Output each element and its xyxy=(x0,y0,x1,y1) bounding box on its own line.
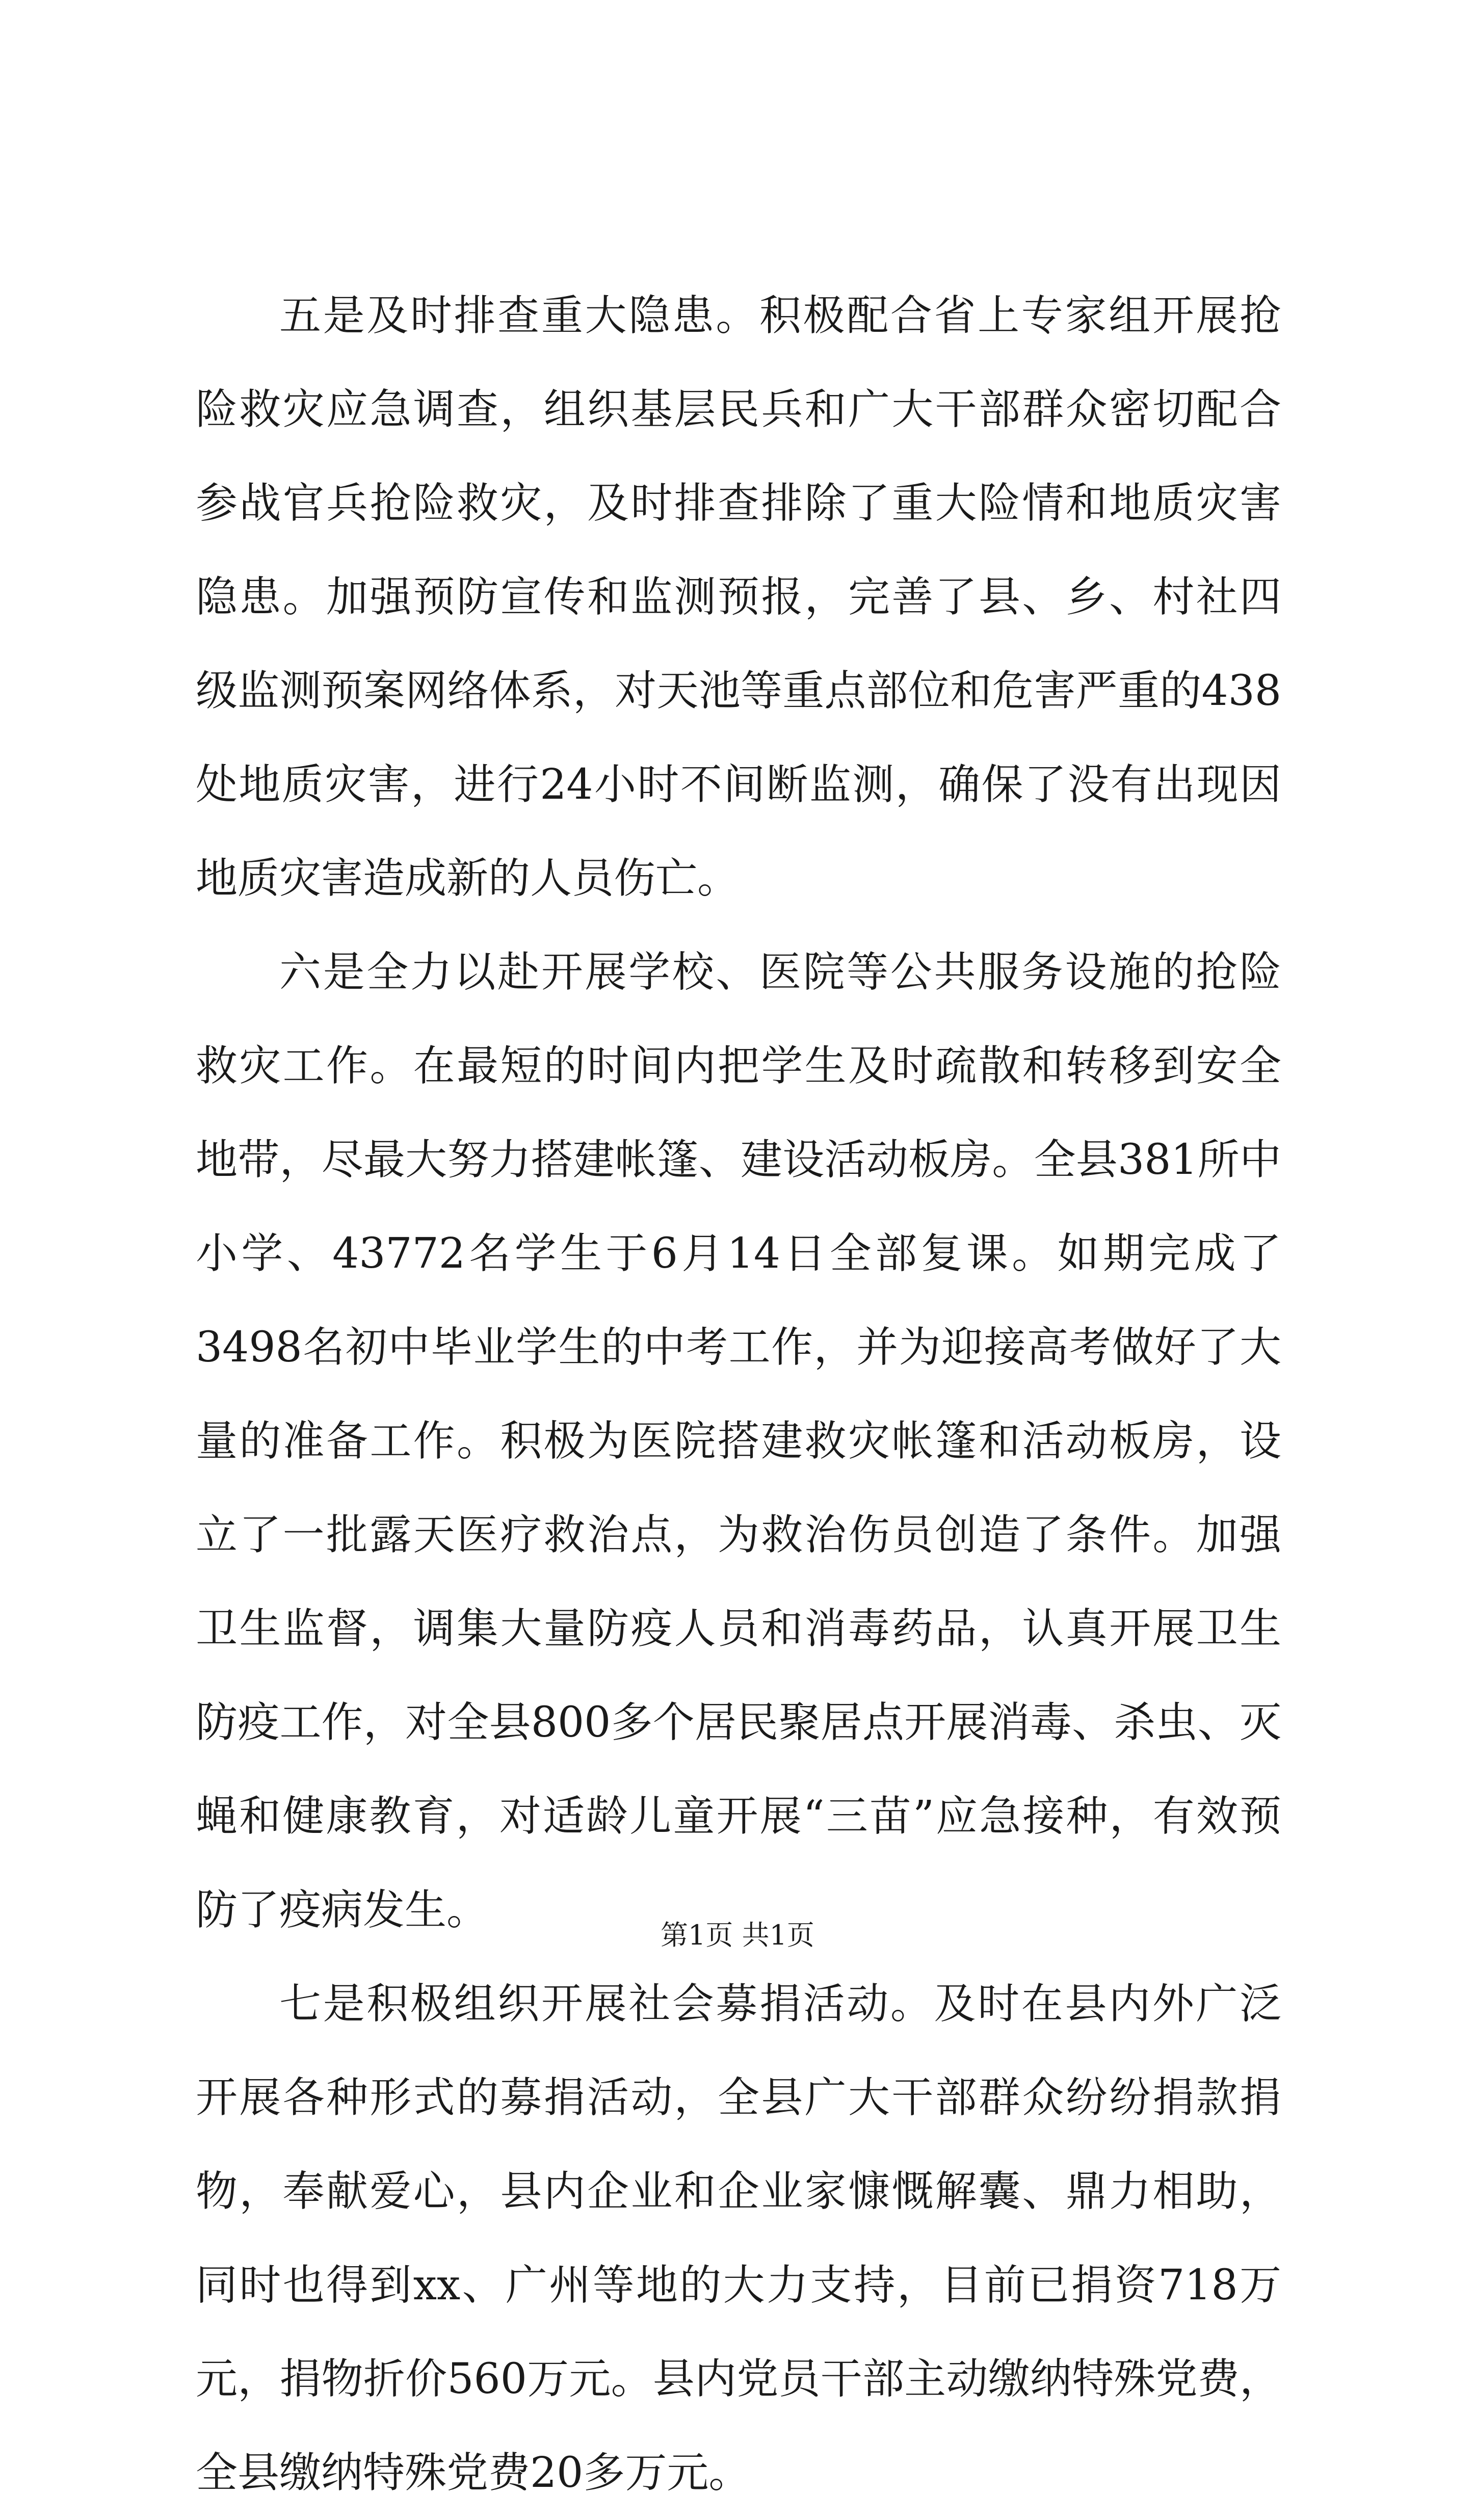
paragraph-item: 六是全力以赴开展学校、医院等公共服务设施的抢险救灾工作。在最短的时间内把学生及时疏散和转移到安全地带，尽最大努力搭建帐篷、建设活动板房。全县381所中小学、43772名学生于6月14日全部复课。如期完成了3498名初中毕业学生的中考工作，并为迎接高考做好了大量的准备工作。积极为医院搭建救灾帐篷和活动板房，设立了一批露天医疗救治点，为救治伤员创造了条件。加强卫生监督，调集大量防疫人员和消毒药品，认真开展卫生防疫工作，对全县800多个居民聚居点开展消毒、杀虫、灭蝇和健康教育，对适龄儿童开展“三苗”应急接种，有效预防了疫病发生。 xyxy=(196,948,1281,1934)
page-number-footer: 第1页 共1页 xyxy=(661,1919,814,1951)
document-body xyxy=(196,269,1281,2520)
paragraph-item: 五是及时排查重大隐患。积极配合省上专家组开展抢险救灾应急调查，组织基层民兵和广大干部群众密切配合参战官兵抢险救灾，及时排查排除了重大险情和地质灾害隐患。加强预防宣传和监测预报，完善了县、乡、村社四级监测预案网络体系，对天池等重点部位和危害严重的438处地质灾害，进行24小时不间断监测，确保了没有出现因地质灾害造成新的人员伤亡。 xyxy=(196,292,1281,903)
paragraph-item: 七是积极组织开展社会募捐活动。及时在县内外广泛开展各种形式的募捐活动，全县广大干部群众纷纷捐款捐物，奉献爱心，县内企业和企业家慷慨解囊、鼎力相助，同时也得到xx、广州等地的大力支持，目前已捐资718万元，捐物折价560万元。县内党员干部主动缴纳特殊党费，全县缴纳特殊党费20多万元。 xyxy=(196,1980,1281,2497)
